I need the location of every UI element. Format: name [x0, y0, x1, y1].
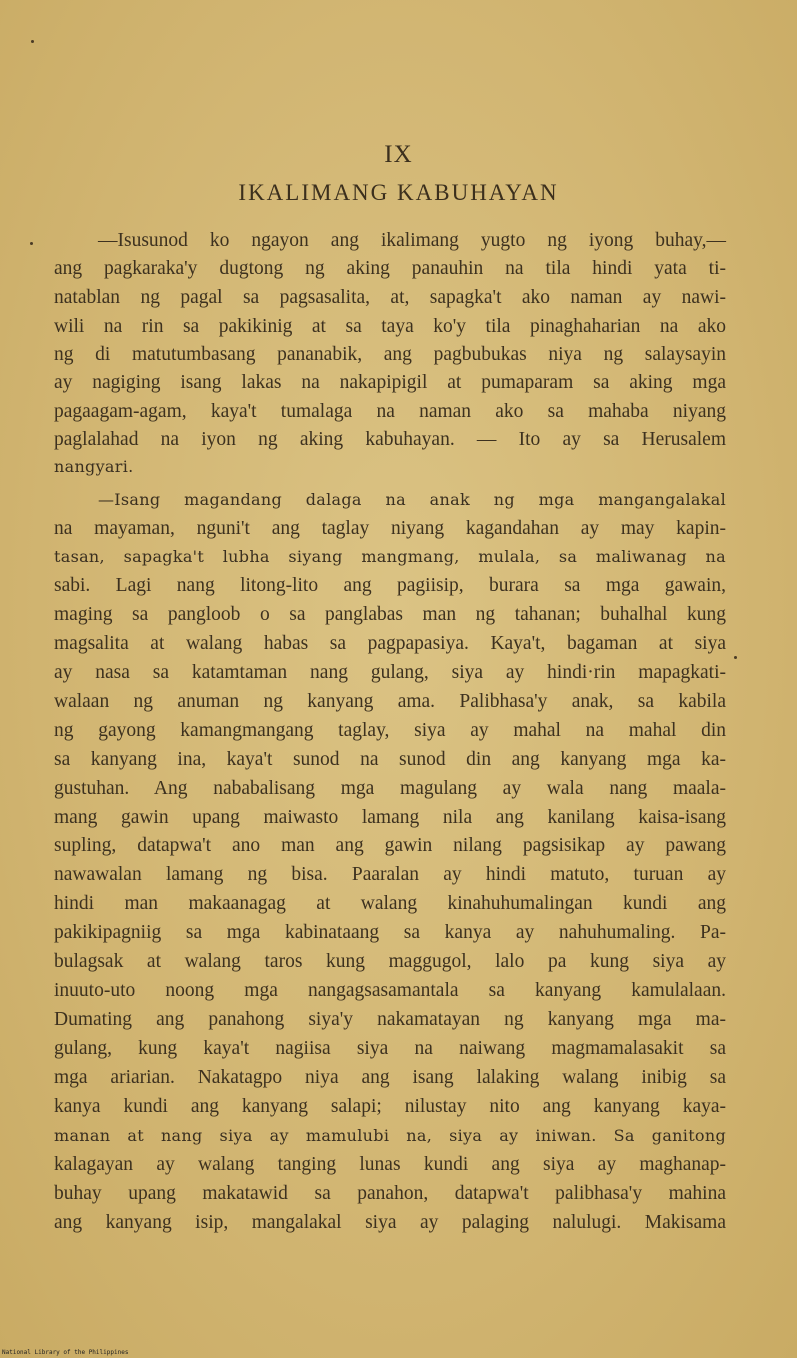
text-line: sa kanyang ina, kaya't sunod na sunod din ang kanyang mga ka- [54, 749, 726, 770]
text-line: natablan ng pagal sa pagsasalita, at, sapagka't ako naman ay nawi- [54, 287, 726, 308]
text-line: Dumating ang panahong siya'y nakamatayan ng kanyang mga ma- [54, 1009, 726, 1030]
text-line: nawawalan lamang ng bisa. Paaralan ay hindi matuto, turuan ay [54, 864, 726, 885]
text-line: pakikipagniig sa mga kabinataang sa kanya ay nahuhumaling. Pa- [54, 922, 726, 943]
text-line: na mayaman, nguni't ang taglay niyang kagandahan ay may kapin- [54, 518, 726, 539]
text-line: ay nagiging isang lakas na nakapipigil at pumaparam sa aking mga [54, 372, 726, 393]
text-line: sabi. Lagi nang litong-lito ang pagiisip, burara sa mga gawain, [54, 575, 726, 596]
text-line: nangyari. [54, 457, 134, 476]
text-line: ang kanyang isip, mangalakal siya ay palaging nalulugi. Makisama [54, 1212, 726, 1233]
text-line: inuuto-uto noong mga nangagsasamantala sa kanyang kamulalaan. [54, 980, 726, 1001]
text-line: kanya kundi ang kanyang salapi; nilustay nito ang kanyang kaya- [54, 1096, 726, 1117]
text-line: maging sa pangloob o sa panglabas man ng tahanan; buhalhal kung [54, 604, 726, 625]
text-line: hindi man makaanagag at walang kinahuhumalingan kundi ang [54, 893, 726, 914]
library-credit: National Library of the Philippines [2, 1349, 129, 1356]
text-line: pagaagam-agam, kaya't tumalaga na naman ako sa mahaba niyang [54, 401, 726, 422]
paper-speck [31, 40, 34, 43]
text-line: ang pagkaraka'y dugtong ng aking panauhin na tila hindi yata ti- [54, 258, 726, 279]
chapter-title: IKALIMANG KABUHAYAN [238, 180, 559, 205]
text-line: magsalita at walang habas sa pagpapasiya. Kaya't, bagaman at siya [54, 633, 726, 654]
text-line: manan at nang siya ay mamulubi na, siya ay iniwan. Sa ganitong [54, 1126, 726, 1145]
text-line: supling, datapwa't ano man ang gawin nilang pagsisikap ay pawang [54, 835, 726, 856]
chapter-number: IX [384, 141, 413, 168]
text-line: ng gayong kamangmangang taglay, siya ay mahal na mahal din [54, 720, 726, 741]
text-line: mang gawin upang maiwasto lamang nila ang kanilang kaisa-isang [54, 807, 726, 828]
text-line: gustuhan. Ang nababalisang mga magulang ay wala nang maala- [54, 778, 726, 799]
paper-speck [734, 656, 737, 659]
text-line: ng di matutumbasang pananabik, ang pagbubukas niya ng salaysayin [54, 344, 726, 365]
text-line: walaan ng anuman ng kanyang ama. Palibhasa'y anak, sa kabila [54, 691, 726, 712]
text-line: —Isusunod ko ngayon ang ikalimang yugto ng iyong buhay,— [98, 230, 726, 251]
text-line: ay nasa sa katamtaman nang gulang, siya ay hindi·rin mapagkati- [54, 662, 726, 683]
text-line: buhay upang makatawid sa panahon, datapwa't palibhasa'y mahina [54, 1183, 726, 1204]
text-line: mga ariarian. Nakatagpo niya ang isang lalaking walang inibig sa [54, 1067, 726, 1088]
text-line: paglalahad na iyon ng aking kabuhayan. — Ito ay sa Herusalem [54, 429, 726, 450]
text-line: kalagayan ay walang tanging lunas kundi ang siya ay maghanap- [54, 1154, 726, 1175]
text-line: wili na rin sa pakikinig at sa taya ko'y tila pinaghaharian na ako [54, 316, 726, 337]
text-line: gulang, kung kaya't nagiisa siya na naiwang magmamalasakit sa [54, 1038, 726, 1059]
paper-speck [30, 242, 33, 245]
text-line: bulagsak at walang taros kung maggugol, lalo pa kung siya ay [54, 951, 726, 972]
text-line: tasan, sapagka't lubha siyang mangmang, mulala, sa maliwanag na [54, 547, 726, 566]
text-line: —Isang magandang dalaga na anak ng mga mangangalakal [98, 490, 726, 509]
